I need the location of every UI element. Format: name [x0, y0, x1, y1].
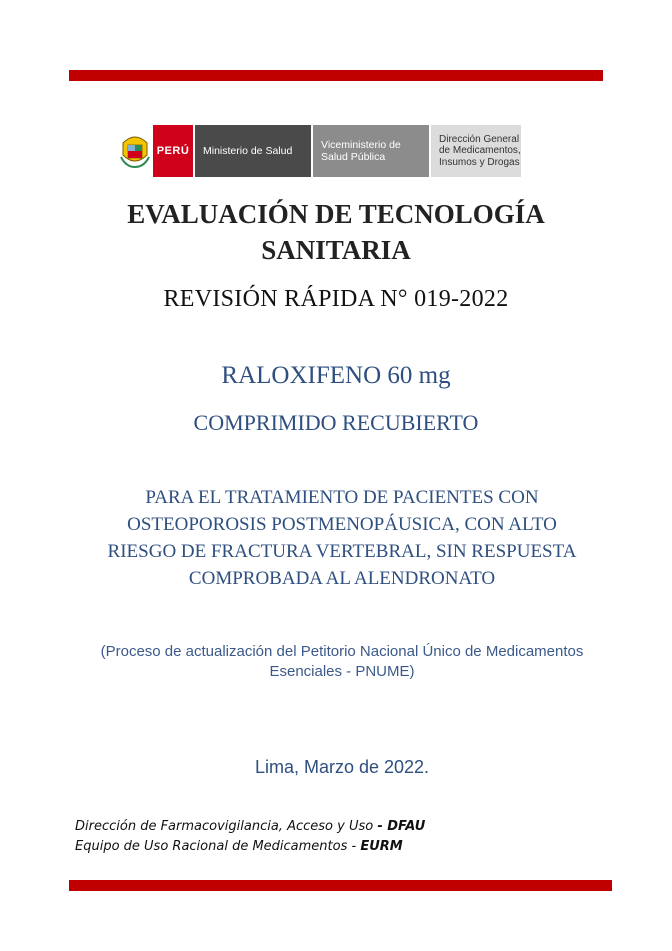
- credit-office-code: - DFAU: [377, 819, 426, 834]
- coat-of-arms-icon: [117, 125, 153, 177]
- credits: [75, 817, 425, 857]
- indication-line: OSTEOPOROSIS POSTMENOPÁUSICA, CON ALTO: [127, 514, 557, 535]
- drug-form: COMPRIMIDO RECUBIERTO: [193, 410, 479, 435]
- process-line: Esenciales - PNUME): [269, 663, 415, 680]
- title-line-2: SANITARIA: [261, 235, 411, 265]
- credit-team-code: EURM: [360, 839, 403, 854]
- indication-line: COMPROBADA AL ALENDRONATO: [188, 568, 496, 589]
- ministry-logo: [117, 125, 521, 177]
- vice-ministry-label: Viceministerio de Salud Pública: [311, 125, 429, 177]
- peru-label: PERÚ: [153, 125, 193, 177]
- credit-team: Equipo de Uso Racional de Medicamentos -: [75, 839, 361, 854]
- direction-label: Dirección General de Medicamentos, Insumos y Drogas: [429, 125, 521, 177]
- title-line-1: EVALUACIÓN DE TECNOLOGÍA: [127, 199, 545, 229]
- credit-line-2: [75, 837, 425, 857]
- process-note: [70, 642, 614, 682]
- drug-name: RALOXIFENO 60 mg: [221, 362, 451, 389]
- review-number: REVISIÓN RÁPIDA N° 019-2022: [163, 286, 509, 312]
- indication-line: PARA EL TRATAMIENTO DE PACIENTES CON: [145, 487, 539, 508]
- document-title: [0, 196, 672, 268]
- indication-line: RIESGO DE FRACTURA VERTEBRAL, SIN RESPUESTA: [107, 541, 577, 562]
- top-red-bar: [69, 70, 603, 81]
- bottom-red-bar: [69, 880, 612, 891]
- process-line: (Proceso de actualización del Petitorio Nacional Único de Medicamentos: [100, 643, 584, 660]
- indication-text: [60, 484, 624, 592]
- credit-office: Dirección de Farmacovigilancia, Acceso y Uso: [75, 819, 378, 834]
- credit-line-1: [75, 817, 425, 837]
- ministry-label: Ministerio de Salud: [193, 125, 311, 177]
- place-date: Lima, Marzo de 2022.: [254, 757, 430, 777]
